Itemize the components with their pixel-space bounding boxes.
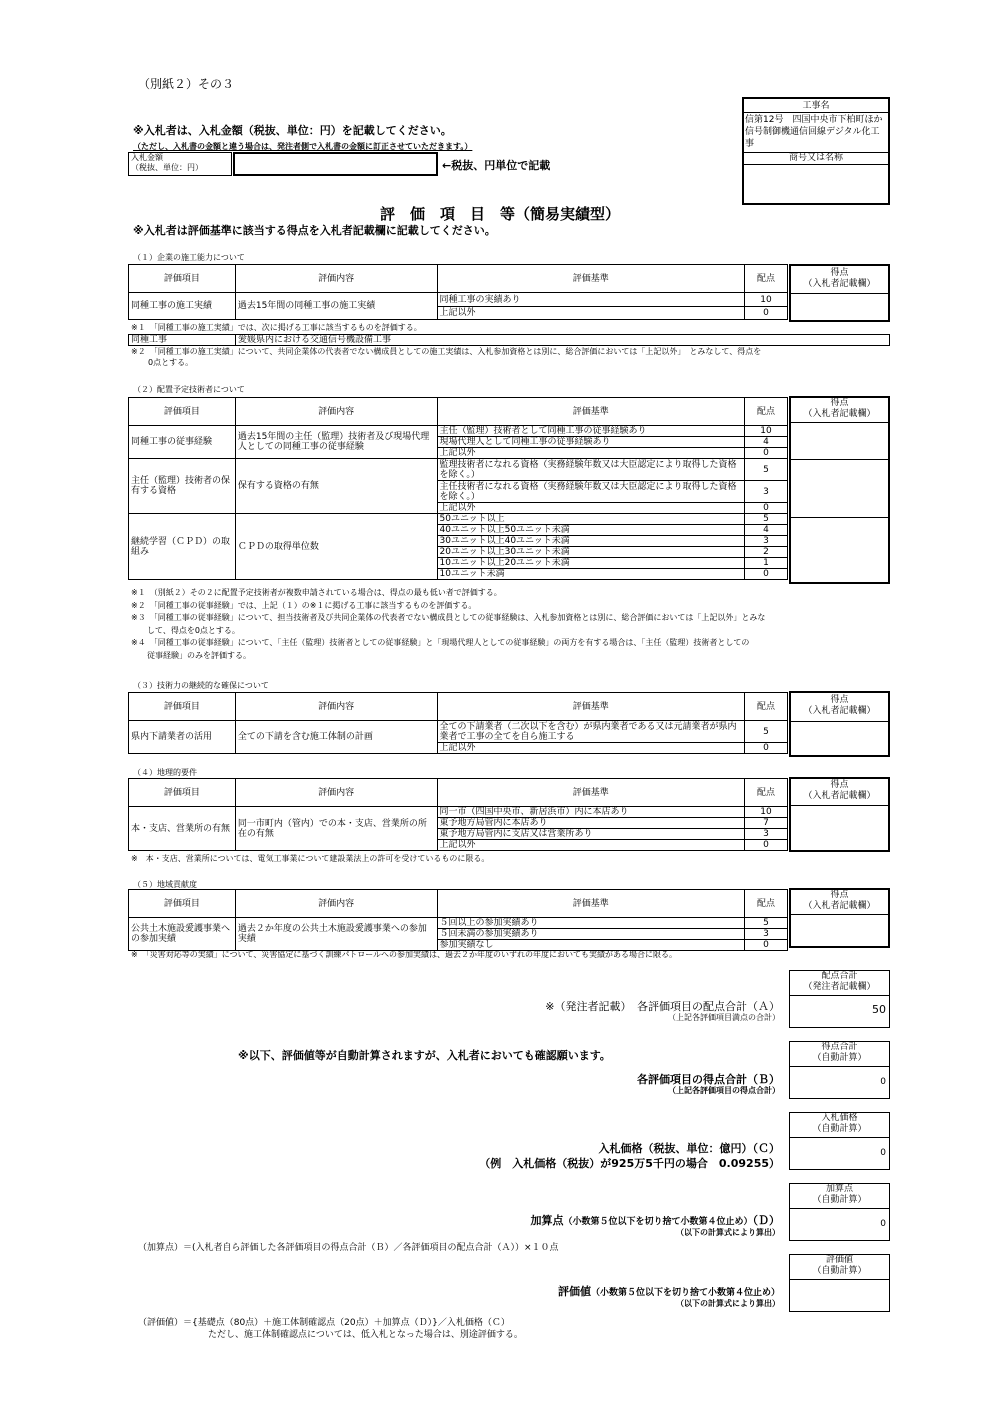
summary-e-label: 評価値 （自動計算）	[790, 1255, 889, 1280]
s2-score-input-2[interactable]	[791, 460, 888, 518]
s3-points: 5	[745, 721, 788, 743]
s2-content: 保有する資格の有無	[235, 459, 437, 514]
s4-points: 7	[745, 818, 788, 829]
summary-e-text	[380, 1283, 780, 1299]
s1-note1: ※１ 「同種工事の施工実績」では、次に掲げる工事に該当するものを評価する。	[131, 323, 422, 332]
s3-h-item: 評価項目	[129, 693, 236, 721]
s1-score-header: 得点 （入札者記載欄）	[791, 266, 888, 294]
s5-h-content: 評価内容	[235, 890, 437, 918]
s4-score-header: 得点 （入札者記載欄）	[791, 779, 888, 806]
s2-score-input-3[interactable]	[791, 518, 888, 584]
summary-b-value: 0	[880, 1077, 886, 1087]
s2-criteria: 上記以外	[437, 448, 745, 459]
summary-d-box	[789, 1183, 890, 1241]
summary-d-text	[380, 1212, 780, 1228]
s4-points: 3	[745, 829, 788, 840]
summary-d-text-main: 加算点	[530, 1214, 564, 1227]
s2-criteria: 10ユニット以上20ユニット未満	[437, 558, 745, 569]
s4-h-content: 評価内容	[235, 779, 437, 807]
s2-h-points: 配点	[745, 398, 788, 426]
summary-d-text-small: （小数第５位以下を切り捨て小数第４位止め）	[563, 1217, 753, 1227]
page-title: 評 価 項 目 等（簡易実績型）	[379, 205, 620, 223]
s5-score-box	[789, 888, 890, 948]
summary-e-text-small: （小数第５位以下を切り捨て小数第４位止め）	[590, 1288, 780, 1298]
s3-criteria: 上記以外	[437, 743, 745, 754]
s5-h-points: 配点	[745, 890, 788, 918]
s4-h-criteria: 評価基準	[437, 779, 745, 807]
s4-table	[128, 778, 788, 851]
s3-score-box	[789, 691, 890, 757]
s2-criteria: 主任技術者になれる資格（実務経験年数又は大臣認定により取得した資格を除く。）	[437, 481, 745, 503]
s4-h-item: 評価項目	[129, 779, 236, 807]
s4-criteria: 同一市（四国中央市、新居浜市）内に本店あり	[437, 807, 745, 818]
s2-h-content: 評価内容	[235, 398, 437, 426]
s5-h-criteria: 評価基準	[437, 890, 745, 918]
bid-arrow-note: ←税抜、円単位で記載	[442, 159, 551, 172]
summary-b-label: 得点合計 （自動計算）	[790, 1042, 889, 1067]
bid-amount-label: 入札金額 （税抜、単位：円）	[131, 153, 203, 172]
s3-content: 全ての下請を含む施工体制の計画	[235, 721, 437, 754]
s1-same-label: 同種工事	[129, 335, 236, 346]
s2-points: 3	[745, 536, 788, 547]
summary-a-label: 配点合計 （発注者記載欄）	[790, 971, 889, 996]
s5-table	[128, 889, 788, 951]
s2-item: 同種工事の従事経験	[129, 426, 236, 459]
s1-h-content: 評価内容	[235, 265, 437, 293]
summary-b-box	[789, 1041, 890, 1099]
summary-e-sub: （以下の計算式により算出）	[676, 1299, 780, 1308]
s5-h-item: 評価項目	[129, 890, 236, 918]
summary-d-text-end: （Ｄ）	[752, 1214, 780, 1227]
summary-d-formula: （加算点）＝(入札者自ら評価した各評価項目の得点合計（Ｂ）／各評価項目の配点合計（Ａ））×１０点	[138, 1243, 559, 1253]
s2-h-criteria: 評価基準	[437, 398, 745, 426]
s2-points: 5	[745, 459, 788, 481]
s1-content: 過去15年間の同種工事の施工実績	[235, 293, 437, 320]
s2-score-header: 得点 （入札者記載欄）	[791, 398, 888, 423]
s1-same-table	[128, 334, 890, 346]
s2-points: 4	[745, 437, 788, 448]
s5-content: 過去２か年度の公共土木施設愛護事業への参加実績	[235, 918, 437, 951]
page-subtitle: ※入札者は評価基準に該当する得点を入札者記載欄に記載してください。	[133, 224, 496, 237]
s2-points: 10	[745, 426, 788, 437]
s5-criteria: ５回未満の参加実績あり	[437, 929, 745, 940]
summary-a-text: ※（発注者記載） 各評価項目の配点合計（Ａ）	[545, 1000, 780, 1013]
s5-score-header: 得点 （入札者記載欄）	[791, 890, 888, 915]
s3-h-points: 配点	[745, 693, 788, 721]
s2-points: 0	[745, 448, 788, 459]
s4-criteria: 上記以外	[437, 840, 745, 851]
summary-a-box	[789, 970, 890, 1028]
s2-points: 2	[745, 547, 788, 558]
auto-note: ※以下、評価値等が自動計算されますが、入札者においても確認願います。	[238, 1049, 611, 1062]
summary-e-formula: （評価値）＝{基礎点（80点）＋施工体制確認点（20点）＋加算点（Ｄ）}／入札価格（Ｃ）	[138, 1318, 510, 1328]
s2-points: 1	[745, 558, 788, 569]
s1-title: （１）企業の施工能力について	[133, 253, 245, 262]
s4-title: （４）地理的要件	[133, 768, 197, 777]
s2-score-input-1[interactable]	[791, 423, 888, 460]
s5-item: 公共土木施設愛護事業への参加実績	[129, 918, 236, 951]
s2-criteria: 現場代理人として同種工事の従事経験あり	[437, 437, 745, 448]
company-label: 商号又は名称	[744, 152, 888, 165]
summary-b-sub: （上記各評価項目の得点合計）	[668, 1086, 780, 1095]
summary-c-value: 0	[880, 1148, 886, 1158]
s2-note: ※３ 「同種工事の従事経験」について、担当技術者及び共同企業体の代表者でない構成員としての従事経験は、入札参加資格とは別に、総合評価においては「上記以外」とみな	[131, 613, 766, 622]
s1-score-box	[789, 264, 890, 322]
summary-a-sub: （上記各評価項目満点の合計）	[668, 1013, 780, 1022]
s2-criteria: 主任（監理）技術者として同種工事の従事経験あり	[437, 426, 745, 437]
s2-points: 4	[745, 525, 788, 536]
s3-title: （３）技術力の継続的な確保について	[133, 681, 269, 690]
s4-score-box	[789, 777, 890, 852]
summary-e-text-main: 評価値	[557, 1285, 591, 1298]
s1-h-points: 配点	[745, 265, 788, 293]
s5-points: 3	[745, 929, 788, 940]
s2-item: 継続学習（ＣＰＤ）の取組み	[129, 514, 236, 580]
s5-title: （５）地域貢献度	[133, 880, 197, 889]
s5-note: ※ 「災害対応等の実績」について、災害協定に基づく訓練パトロールへの参加実績は、過去２か年度のいずれの年度においても実績がある場合に限る。	[131, 950, 678, 959]
s2-note: 従事経験」のみを評価する。	[131, 650, 251, 660]
s2-note: ※４ 「同種工事の従事経験」について、「主任（監理）技術者としての従事経験」と「現場代理人としての従事経験」の両方を有する場合は、「主任（監理）技術者としての	[131, 638, 750, 647]
s5-points: 5	[745, 918, 788, 929]
appendix-label: （別紙２）その３	[138, 77, 235, 91]
s4-item: 本・支店、営業所の有無	[129, 807, 236, 851]
s2-note: ※１ （別紙２）その２に配置予定技術者が複数申請されている場合は、得点の最も低い者で評価する。	[131, 588, 502, 597]
summary-c-text: 入札価格（税抜、単位：億円）（Ｃ）	[598, 1142, 780, 1155]
project-name: 信第12号 四国中央市下柏町ほか信号制御機通信回線デジタル化工事	[745, 115, 883, 149]
s4-criteria: 東予地方局管内に本店あり	[437, 818, 745, 829]
s4-points: 0	[745, 840, 788, 851]
s2-content: 過去15年間の主任（監理）技術者及び現場代理人としての同種工事の従事経験	[235, 426, 437, 459]
s5-score-input[interactable]	[791, 915, 888, 946]
s4-criteria: 東予地方局管内に支店又は営業所あり	[437, 829, 745, 840]
s3-points: 0	[745, 743, 788, 754]
s3-score-header: 得点 （入札者記載欄）	[791, 693, 888, 722]
summary-c-box	[789, 1112, 890, 1170]
s2-criteria: 30ユニット以上40ユニット未満	[437, 536, 745, 547]
s3-h-criteria: 評価基準	[437, 693, 745, 721]
s3-table	[128, 692, 788, 754]
s2-criteria: 50ユニット以上	[437, 514, 745, 525]
s4-score-input[interactable]	[791, 806, 888, 850]
s2-title: （２）配置予定技術者について	[133, 385, 245, 394]
s2-points: 0	[745, 569, 788, 580]
summary-d-sub: （以下の計算式により算出）	[676, 1228, 780, 1237]
s1-item: 同種工事の施工実績	[129, 293, 236, 320]
s2-criteria: 上記以外	[437, 503, 745, 514]
bid-notice-sub: （ただし、入札書の金額と違う場合は、発注者側で入札書の金額に訂正させていただきます。）	[133, 142, 473, 151]
s4-points: 10	[745, 807, 788, 818]
s2-h-item: 評価項目	[129, 398, 236, 426]
s3-criteria: 全ての下請業者（二次以下を含む）が県内業者である又は元請業者が県内業者で工事の全てを自ら施工する	[437, 721, 745, 743]
s1-note2b: 0点とする。	[148, 358, 194, 367]
summary-a-value: 50	[872, 1003, 886, 1016]
s2-content: ＣＰＤの取得単位数	[235, 514, 437, 580]
s5-points: 0	[745, 940, 788, 951]
summary-d-value: 0	[880, 1219, 886, 1229]
company-input[interactable]	[746, 168, 888, 202]
bid-amount-input[interactable]	[233, 152, 438, 176]
s2-criteria: 監理技術者になれる資格（実務経験年数又は大臣認定により取得した資格を除く。）	[437, 459, 745, 481]
s2-criteria: 10ユニット未満	[437, 569, 745, 580]
s1-note2: ※２ 「同種工事の施工実績」について、共同企業体の代表者でない構成員としての施工実績は、入札参加資格とは別に、総合評価においては「上記以外」 とみなして、得点を	[131, 347, 762, 356]
s2-criteria: 20ユニット以上30ユニット未満	[437, 547, 745, 558]
s2-points: 3	[745, 481, 788, 503]
s4-h-points: 配点	[745, 779, 788, 807]
summary-e-value	[790, 1280, 889, 1290]
s1-points: 0	[745, 307, 788, 320]
s4-note: ※ 本・支店、営業所については、電気工事業について建設業法上の許可を受けているものに限る。	[131, 854, 490, 863]
s2-note: ※２ 「同種工事の従事経験」では、上記（１）の※１に掲げる工事に該当するものを評価する。	[131, 600, 477, 610]
project-name-label: 工事名	[744, 101, 888, 113]
s2-table	[128, 397, 788, 580]
s1-criteria: 同種工事の実績あり	[437, 293, 745, 307]
s1-points: 10	[745, 293, 788, 307]
summary-b-text: 各評価項目の得点合計（Ｂ）	[637, 1073, 780, 1086]
s1-h-criteria: 評価基準	[437, 265, 745, 293]
bid-amount-label-cell	[128, 152, 232, 176]
s1-table	[128, 264, 788, 320]
summary-e-formula-2: ただし、施工体制確認点については、低入札となった場合は、別途評価する。	[208, 1330, 523, 1340]
summary-c-sub: （例 入札価格（税抜）が925万5千円の場合 0.09255）	[479, 1157, 780, 1170]
s3-h-content: 評価内容	[235, 693, 437, 721]
s1-criteria: 上記以外	[437, 307, 745, 320]
summary-e-box	[789, 1254, 890, 1312]
s2-criteria: 40ユニット以上50ユニット未満	[437, 525, 745, 536]
s2-score-box	[789, 396, 890, 584]
s3-item: 県内下請業者の活用	[129, 721, 236, 754]
s1-h-item: 評価項目	[129, 265, 236, 293]
s2-points: 5	[745, 514, 788, 525]
s2-points: 0	[745, 503, 788, 514]
s5-criteria: 参加実績なし	[437, 940, 745, 951]
s4-content: 同一市町内（管内）での本・支店、営業所の所在の有無	[235, 807, 437, 851]
bid-notice: ※入札者は、入札金額（税抜、単位：円）を記載してください。	[133, 124, 452, 137]
s3-score-input[interactable]	[791, 722, 888, 755]
summary-c-label: 入札価格 （自動計算）	[790, 1113, 889, 1138]
s5-criteria: ５回以上の参加実績あり	[437, 918, 745, 929]
s2-item: 主任（監理）技術者の保有する資格	[129, 459, 236, 514]
s1-same-value: 愛媛県内における交通信号機設備工事	[236, 335, 890, 346]
summary-d-label: 加算点 （自動計算）	[790, 1184, 889, 1209]
s2-note: して、得点を0点とする。	[131, 625, 240, 635]
s1-score-input[interactable]	[791, 294, 888, 322]
s2-notes	[131, 587, 765, 662]
